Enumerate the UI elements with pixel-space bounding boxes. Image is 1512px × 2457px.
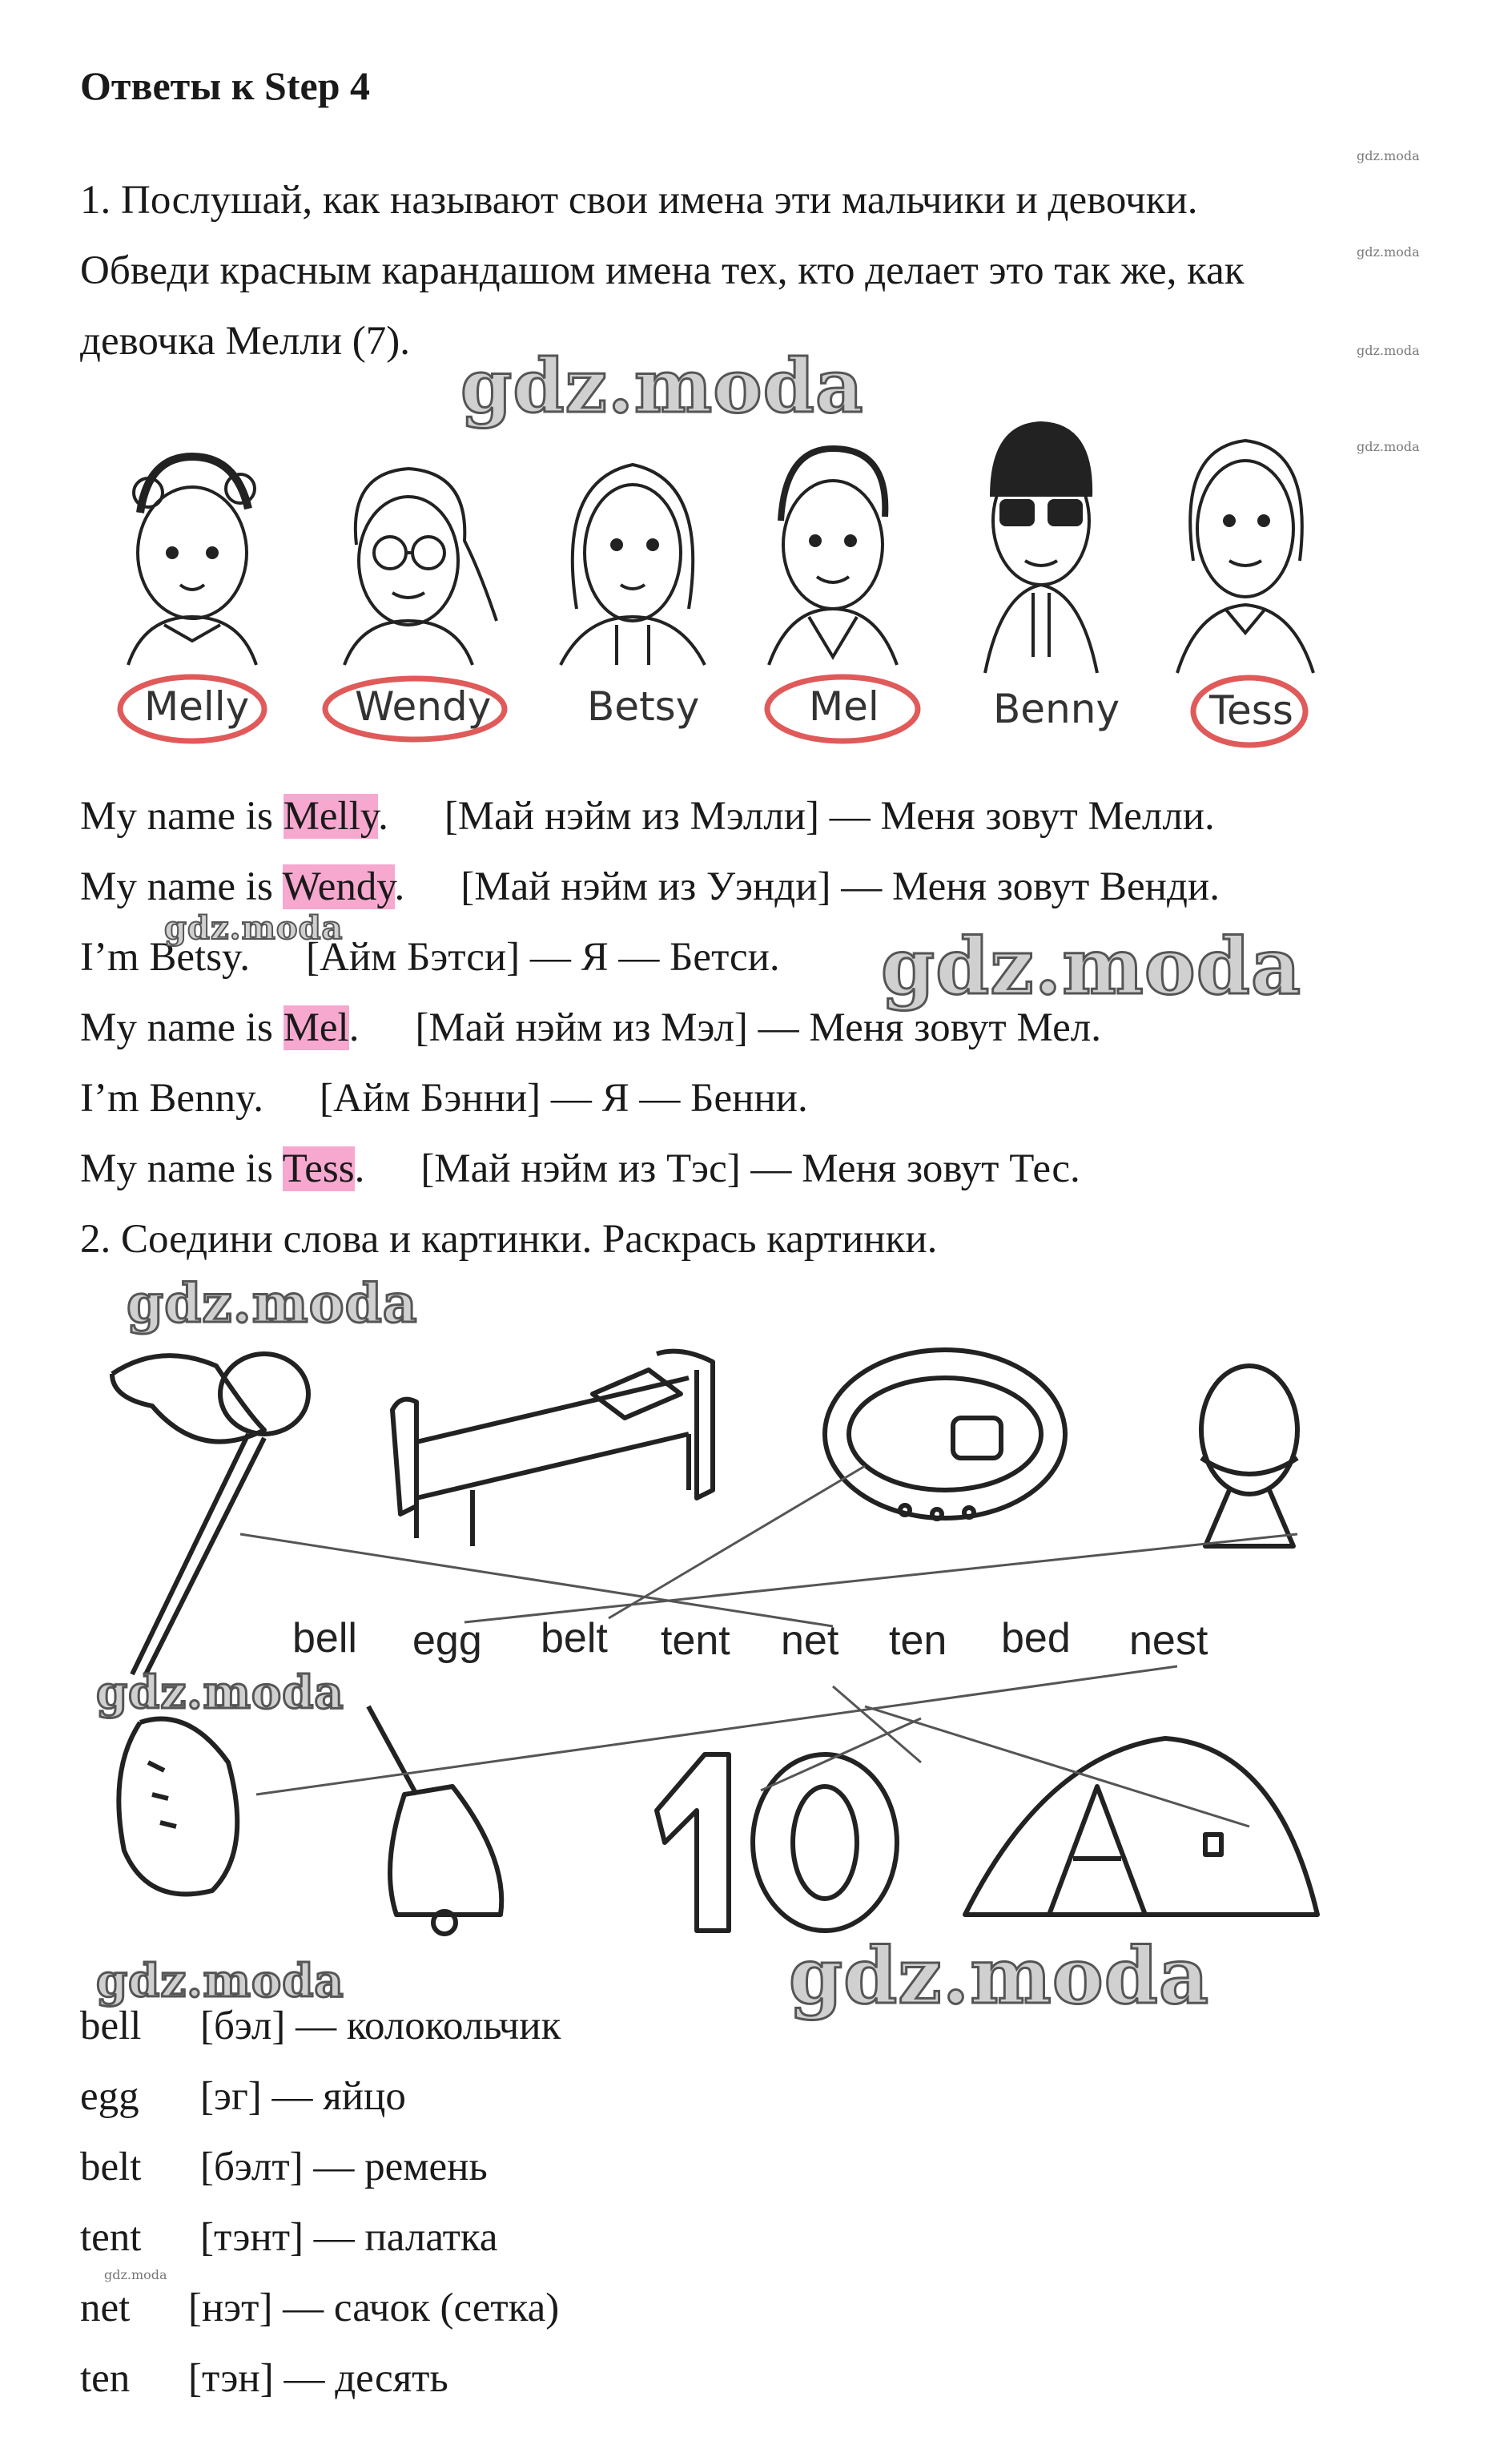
word-label: net (781, 1617, 839, 1664)
vocab-word: bell (80, 2004, 142, 2048)
watermark-small: gdz.moda (104, 2267, 167, 2282)
plain-name: Benny (149, 1076, 254, 1121)
vocab-translation: [тэнт] — палатка (200, 2215, 498, 2260)
page-title: Ответы к Step 4 (80, 63, 371, 108)
vocab-word: ten (80, 2356, 131, 2401)
word-label: bell (292, 1615, 357, 1661)
answer-line: My name is Mel. [Май нэйм из Мэл] — Меня зовут Мел. (80, 1005, 1101, 1050)
vocab-word: tent (80, 2215, 142, 2260)
net-picture (112, 1354, 308, 1674)
answer-line: My name is Wendy. [Май нэйм из Уэнди] — Меня зовут Венди. (80, 864, 1220, 909)
answer-translation: [Айм Бэнни] — Я — Бенни. (319, 1076, 808, 1121)
child-name-label: Wendy (355, 683, 492, 730)
bed-picture (392, 1351, 713, 1546)
task1-instruction-line2: Обведи красным карандашом имена тех, кто делает это так же, как (80, 248, 1245, 293)
plain-name: Betsy (149, 935, 240, 980)
watermark-medium: gdz.moda (164, 909, 344, 947)
answer-translation: [Май нэйм из Мэл] — Меня зовут Мел. (415, 1005, 1101, 1050)
vocab-item (80, 2144, 488, 2190)
answer-line: My name is Tess. [Май нэйм из Тэс] — Меня зовут Тес. (80, 1146, 1080, 1191)
highlighted-name: Tess (282, 1146, 355, 1191)
word-label: egg (412, 1617, 482, 1664)
child-name-label: Tess (1209, 687, 1293, 734)
nest-picture (119, 1719, 237, 1895)
child-name-label: Benny (993, 686, 1120, 732)
vocab-item (80, 2214, 498, 2261)
vocab-item (80, 2355, 448, 2402)
word-label: tent (661, 1617, 730, 1664)
vocab-translation: [бэлт] — ремень (200, 2145, 488, 2189)
highlighted-name: Mel (283, 1005, 349, 1050)
highlighted-name: Wendy (282, 864, 395, 909)
vocab-word: egg (80, 2074, 139, 2119)
vocab-item (80, 2003, 561, 2049)
watermark-big: gdz.moda (881, 921, 1302, 1012)
word-label: ten (889, 1617, 947, 1664)
vocab-translation: [эг] — яйцо (200, 2074, 406, 2119)
child-name-label: Melly (144, 683, 250, 730)
watermark-small: gdz.moda (1357, 148, 1420, 163)
answer-line: My name is Melly. [Май нэйм из Мэлли] — Меня зовут Мелли. (80, 794, 1215, 839)
answer-line: I’m Betsy. [Айм Бэтси] — Я — Бетси. (80, 935, 780, 980)
vocab-item (80, 2285, 559, 2331)
watermark-big: gdz.moda (460, 343, 864, 429)
vocab-item (80, 2073, 406, 2120)
watermark-big: gdz.moda (789, 1931, 1210, 2021)
highlighted-name: Melly (283, 794, 379, 839)
word-label: bed (1001, 1615, 1071, 1661)
watermark-big: gdz.moda (96, 1666, 344, 1719)
watermark-big: gdz.moda (127, 1272, 418, 1335)
vocab-word: belt (80, 2145, 142, 2189)
vocab-translation: [нэт] — сачок (сетка) (188, 2286, 560, 2330)
task1-instruction-line1: 1. Послушай, как называют свои имена эти мальчики и девочки. (80, 178, 1198, 223)
watermark-small: gdz.moda (1357, 244, 1420, 260)
answer-translation: [Май нэйм из Уэнди] — Меня зовут Венди. (460, 864, 1220, 909)
child-name-label: Betsy (587, 683, 700, 730)
answer-translation: [Айм Бэтси] — Я — Бетси. (306, 935, 780, 980)
vocab-translation: [бэл] — колокольчик (200, 2004, 561, 2048)
answer-translation: [Май нэйм из Мэлли] — Меня зовут Мелли. (444, 794, 1215, 839)
egg-picture (1201, 1366, 1297, 1546)
word-label: nest (1129, 1617, 1208, 1664)
belt-picture (825, 1350, 1065, 1519)
watermark-small: gdz.moda (1357, 343, 1420, 358)
answer-line: I’m Benny. [Айм Бэнни] — Я — Бенни. (80, 1076, 808, 1121)
vocab-translation: [тэн] — десять (188, 2356, 448, 2401)
bell-picture (368, 1706, 501, 1934)
word-label: belt (541, 1615, 608, 1661)
ten-picture (657, 1754, 897, 1931)
answer-translation: [Май нэйм из Тэс] — Меня зовут Тес. (420, 1146, 1080, 1191)
tent-picture (965, 1738, 1317, 1915)
watermark-small: gdz.moda (1357, 439, 1420, 454)
task2-instruction: 2. Соедини слова и картинки. Раскрась картинки. (80, 1217, 938, 1262)
watermark-big: gdz.moda (96, 1955, 344, 2008)
child-name-label: Mel (809, 683, 879, 730)
vocab-word: net (80, 2286, 131, 2330)
task1-instruction-line3: девочка Мелли (7). (80, 319, 411, 364)
